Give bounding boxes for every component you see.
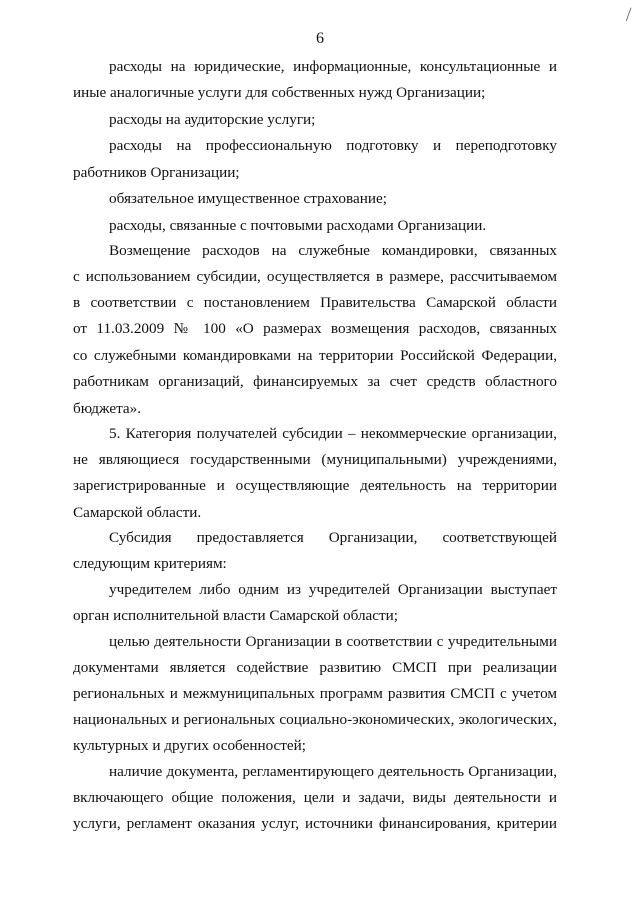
text-line: в соответствии с постановлением Правительства Самарской области <box>73 294 557 311</box>
corner-pen-mark <box>626 8 635 23</box>
text-line: бюджета». <box>73 400 142 417</box>
text-line: от 11.03.2009 № 100 «О размерах возмещения расходов, связанных <box>73 320 557 337</box>
text-line: следующим критериям: <box>73 555 227 572</box>
text-line: зарегистрированные и осуществляющие деятельность на территории <box>73 477 557 494</box>
text-line: работникам организаций, финансируемых за счет средств областного <box>73 373 557 390</box>
text-line: расходы, связанные с почтовыми расходами Организации. <box>109 217 487 234</box>
text-line: целью деятельности Организации в соответствии с учредительными <box>109 633 557 650</box>
text-line: с использованием субсидии, осуществляется в размере, рассчитываемом <box>73 268 557 285</box>
text-line: документами является содействие развитию СМСП при реализации <box>73 659 557 676</box>
text-line: услуги, регламент оказания услуг, источники финансирования, критерии <box>73 815 557 832</box>
text-line: расходы на профессиональную подготовку и переподготовку <box>109 137 557 154</box>
text-line: Субсидия предоставляется Организации, соответствующей <box>109 529 557 546</box>
text-line: 5. Категория получателей субсидии – некоммерческие организации, <box>109 425 557 442</box>
text-line: обязательное имущественное страхование; <box>109 190 387 207</box>
text-line: национальных и региональных социально-экономических, экологических, <box>73 711 557 728</box>
page-number: 6 <box>316 30 324 47</box>
text-line: расходы на юридические, информационные, консультационные и <box>109 58 557 75</box>
text-line: со служебными командировками на территории Российской Федерации, <box>73 347 557 364</box>
text-line: Возмещение расходов на служебные командировки, связанных <box>109 242 557 259</box>
text-line: иные аналогичные услуги для собственных нужд Организации; <box>73 84 486 101</box>
text-line: работников Организации; <box>73 164 240 181</box>
text-line: орган исполнительной власти Самарской области; <box>73 607 398 624</box>
text-line: наличие документа, регламентирующего деятельность Организации, <box>109 763 557 780</box>
text-line: включающего общие положения, цели и задачи, виды деятельности и <box>73 789 557 806</box>
text-line: Самарской области. <box>73 504 202 521</box>
text-line: расходы на аудиторские услуги; <box>109 111 316 128</box>
text-line: учредителем либо одним из учредителей Организации выступает <box>109 581 557 598</box>
text-line: региональных и межмуниципальных программ развития СМСП с учетом <box>73 685 557 702</box>
text-line: не являющиеся государственными (муниципальными) учреждениями, <box>73 451 557 468</box>
text-line: культурных и других особенностей; <box>73 737 307 754</box>
